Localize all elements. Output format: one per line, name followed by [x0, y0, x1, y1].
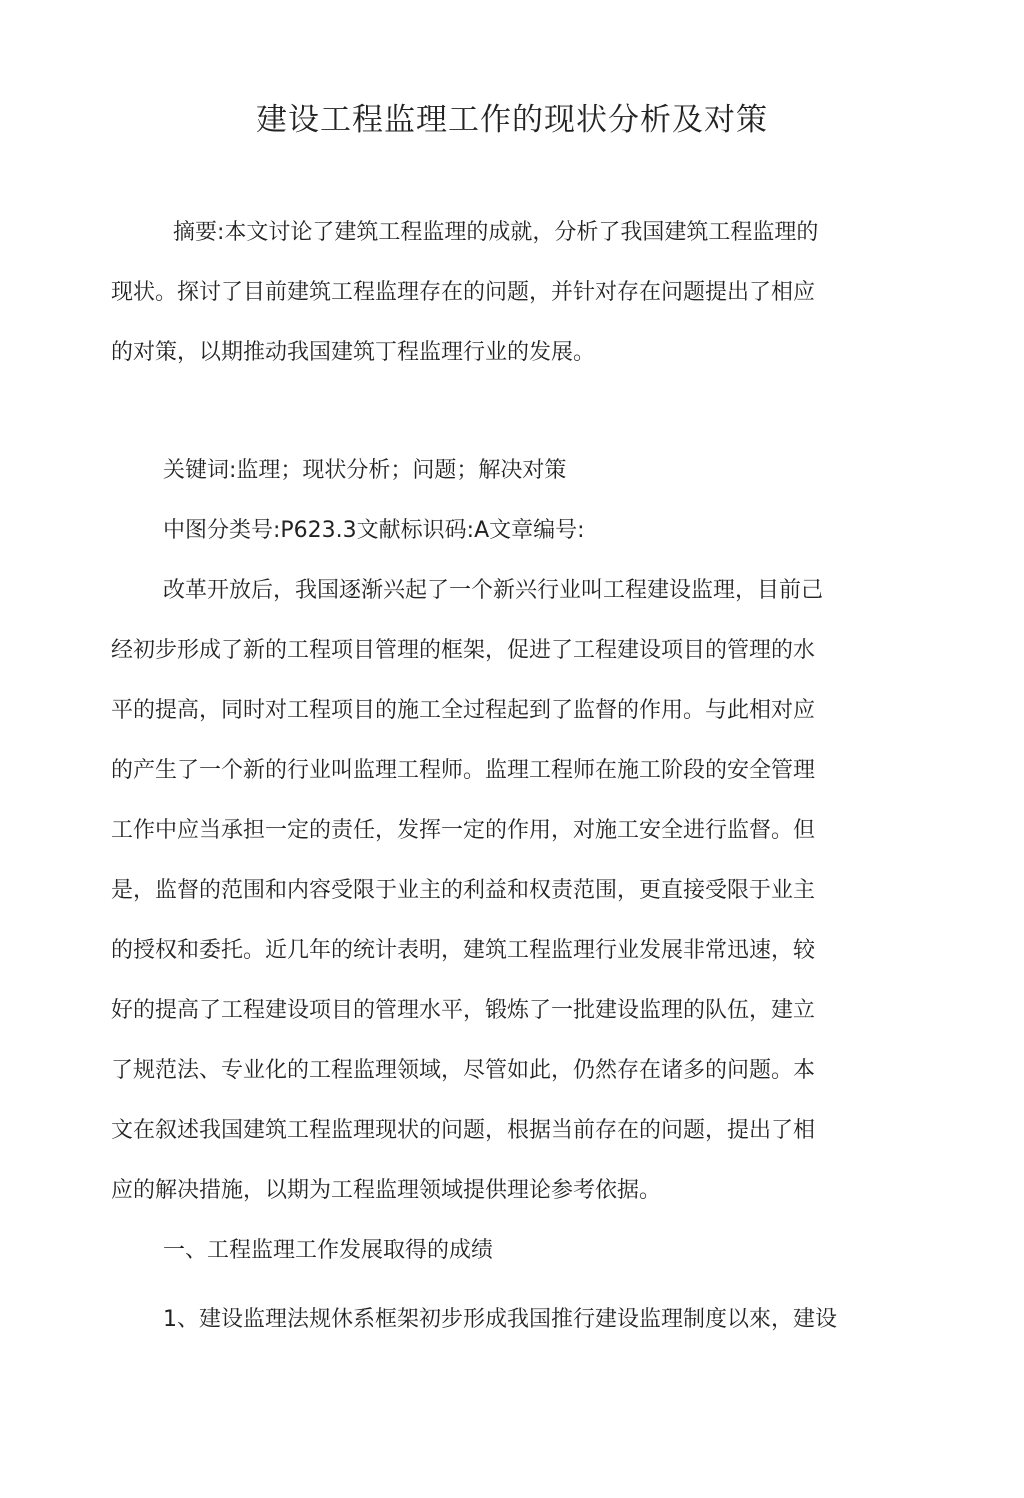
body-line: 应的解决措施，以期为工程监理领域提供理论参考依据。: [111, 1178, 662, 1203]
abstract-line: 的对策，以期推动我国建筑丁程监理行业的发展。: [111, 340, 596, 365]
body-line: 的产生了一个新的行业叫监理工程师。监理工程师在施工阶段的安全管理: [111, 758, 816, 783]
abstract-line: 现状。探讨了目前建筑工程监理存在的问题，并针对存在问题提出了相应: [111, 280, 816, 305]
abstract-line: 摘要:本文讨论了建筑工程监理的成就，分析了我国建筑工程监理的: [173, 220, 819, 245]
body-line: 工作中应当承担一定的责任，发挥一定的作用，对施工安全进行监督。但: [111, 818, 816, 843]
body-line: 经初步形成了新的工程项目管理的框架，促进了工程建设项目的管理的水: [111, 638, 816, 663]
section-heading: 一、工程监理工作发展取得的成绩: [163, 1238, 494, 1263]
body-line: 是，监督的范围和内容受限于业主的利益和权责范围，更直接受限于业主: [111, 878, 816, 903]
classification-line: 中图分类号:P623.3文献标识码:A文章编号:: [163, 518, 585, 543]
subsection-line: 1、建设监理法规休系框架初步形成我国推行建设监理制度以來，建设: [163, 1307, 837, 1332]
keywords-line: 关键词:监理；现状分析；问题；解决对策: [163, 458, 567, 483]
body-line: 好的提高了工程建设项目的管理水平，锻炼了一批建设监理的队伍，建立: [111, 998, 816, 1023]
body-line: 的授权和委托。近几年的统计表明，建筑工程监理行业发展非常迅速，较: [111, 938, 816, 963]
document-title: 建设工程监理工作的现状分析及对策: [256, 102, 768, 138]
body-line: 平的提高，同时对工程项目的施工全过程起到了监督的作用。与此相对应: [111, 698, 816, 723]
body-line: 改革开放后，我国逐渐兴起了一个新兴行业叫工程建设监理，目前己: [163, 578, 824, 603]
body-line: 了规范法、专业化的工程监理领域，尽管如此，仍然存在诸多的问题。本: [111, 1058, 816, 1083]
body-line: 文在叙述我国建筑工程监理现状的问题，根据当前存在的问题，提出了相: [111, 1118, 816, 1143]
